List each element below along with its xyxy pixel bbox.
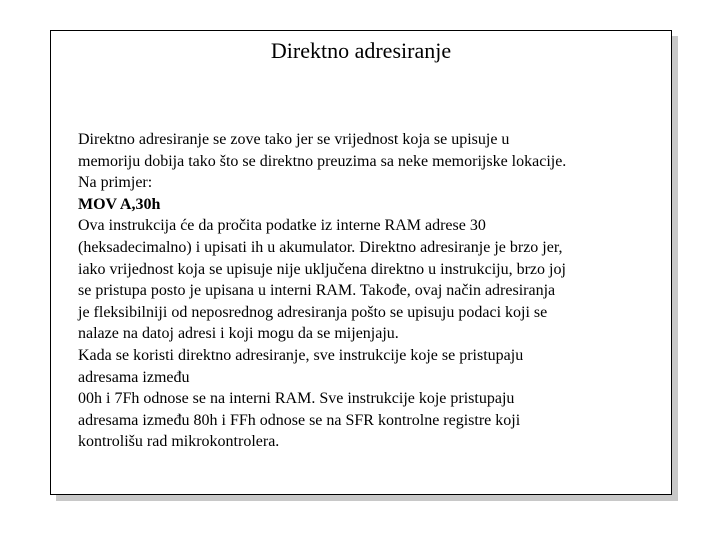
- body-line: adresama između 80h i FFh odnose se na SFR kontrolne registre koji: [78, 411, 521, 429]
- body-line: kontrolišu rad mikrokontrolera.: [78, 433, 280, 451]
- body-line: je fleksibilniji od neposrednog adresiranja pošto se upisuju podaci koji se: [78, 303, 548, 321]
- slide-title: Direktno adresiranje: [270, 38, 452, 63]
- body-line: iako vrijednost koja se upisuje nije uključena direktno u instrukciju, brzo joj: [78, 260, 566, 278]
- body-line: (heksadecimalno) i upisati ih u akumulator. Direktno adresiranje je brzo jer,: [78, 238, 563, 256]
- body-line: memoriju dobija tako što se direktno preuzima sa neke memorijske lokacije.: [78, 152, 567, 170]
- body-line: Kada se koristi direktno adresiranje, sve instrukcije koje se pristupaju: [78, 346, 524, 364]
- body-line: adresama između: [78, 368, 190, 386]
- slide-frame: [50, 30, 672, 495]
- body-line: se pristupa posto je upisana u interni RAM. Takođe, ovaj način adresiranja: [78, 282, 556, 300]
- body-line: nalaze na datoj adresi i koji mogu da se mijenjaju.: [78, 325, 399, 343]
- code-example-line: MOV A,30h: [78, 195, 161, 213]
- body-line: Direktno adresiranje se zove tako jer se vrijednost koja se upisuje u: [78, 131, 510, 148]
- body-line: 00h i 7Fh odnose se na interni RAM. Sve instrukcije koje pristupaju: [78, 390, 515, 408]
- slide-body: [78, 129, 648, 453]
- body-line: Ova instrukcija će da pročita podatke iz interne RAM adrese 30: [78, 217, 486, 235]
- body-line: Na primjer:: [78, 174, 153, 192]
